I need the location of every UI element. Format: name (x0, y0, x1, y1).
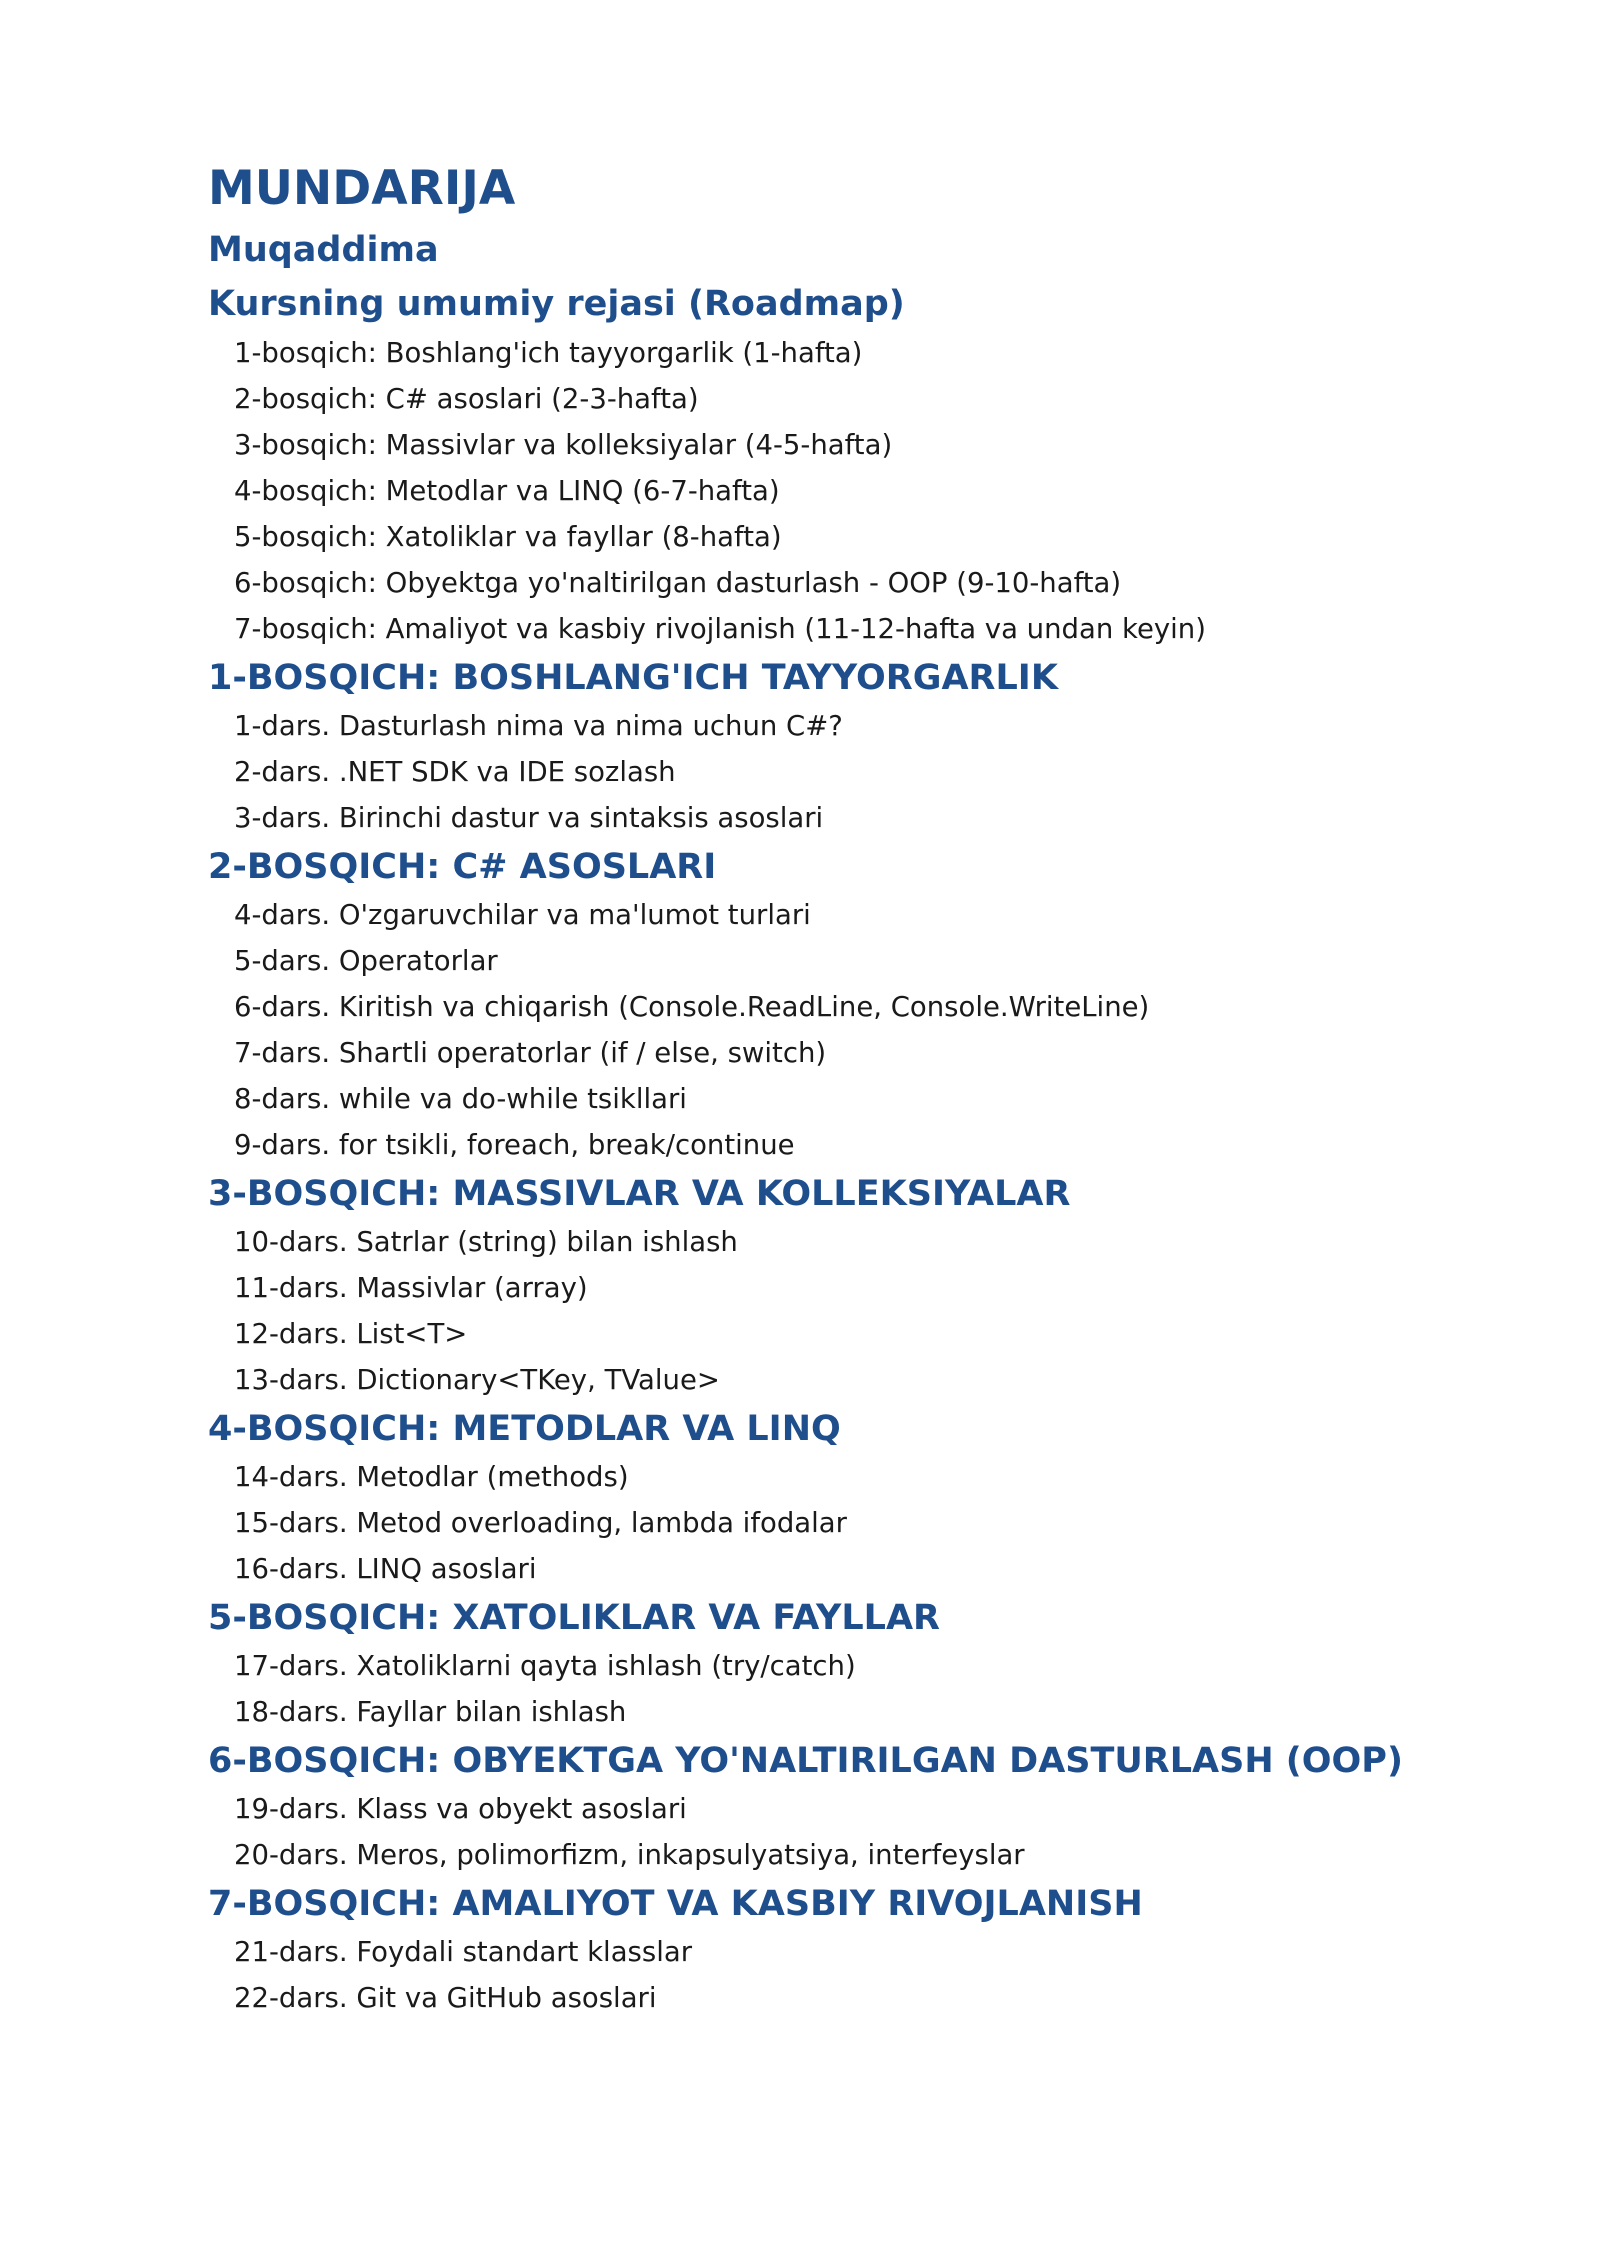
lesson-item[interactable]: 8-dars. while va do-while tsikllari (234, 1083, 687, 1115)
roadmap-item[interactable]: 5-bosqich: Xatoliklar va fayllar (8-hafta) (234, 521, 782, 553)
lesson-item[interactable]: 11-dars. Massivlar (array) (234, 1272, 588, 1304)
lesson-item[interactable]: 16-dars. LINQ asoslari (234, 1553, 537, 1585)
lesson-item[interactable]: 7-dars. Shartli operatorlar (if / else, switch) (234, 1037, 827, 1069)
stage-heading-5[interactable]: 5-BOSQICH: XATOLIKLAR VA FAYLLAR (208, 1598, 941, 1638)
roadmap-list (208, 330, 1458, 652)
lesson-item[interactable]: 4-dars. O'zgaruvchilar va ma'lumot turlari (234, 899, 811, 931)
roadmap-item[interactable]: 1-bosqich: Boshlang'ich tayyorgarlik (1-hafta) (234, 337, 863, 369)
roadmap-heading[interactable]: Kursning umumiy rejasi (Roadmap) (208, 284, 905, 324)
roadmap-item[interactable]: 6-bosqich: Obyektga yo'naltirilgan dasturlash - OOP (9-10-hafta) (234, 567, 1122, 599)
lesson-item[interactable]: 15-dars. Metod overloading, lambda ifodalar (234, 1507, 847, 1539)
lesson-item[interactable]: 12-dars. List<T> (234, 1318, 468, 1350)
stage-heading-1[interactable]: 1-BOSQICH: BOSHLANG'ICH TAYYORGARLIK (208, 658, 1058, 698)
lesson-item[interactable]: 22-dars. Git va GitHub asoslari (234, 1982, 657, 2014)
roadmap-item[interactable]: 2-bosqich: C# asoslari (2-3-hafta) (234, 383, 699, 415)
lesson-item[interactable]: 6-dars. Kiritish va chiqarish (Console.ReadLine, Console.WriteLine) (234, 991, 1150, 1023)
lesson-item[interactable]: 14-dars. Metodlar (methods) (234, 1461, 629, 1493)
roadmap-item[interactable]: 7-bosqich: Amaliyot va kasbiy rivojlanish (11-12-hafta va undan keyin) (234, 613, 1206, 645)
page-title: MUNDARIJA (208, 161, 516, 216)
lesson-item[interactable]: 9-dars. for tsikli, foreach, break/continue (234, 1129, 795, 1161)
roadmap-item[interactable]: 4-bosqich: Metodlar va LINQ (6-7-hafta) (234, 475, 780, 507)
lesson-item[interactable]: 2-dars. .NET SDK va IDE sozlash (234, 756, 676, 788)
table-of-contents (208, 156, 1458, 2021)
lesson-item[interactable]: 19-dars. Klass va obyekt asoslari (234, 1793, 687, 1825)
stage-heading-4[interactable]: 4-BOSQICH: METODLAR VA LINQ (208, 1409, 841, 1449)
lesson-item[interactable]: 13-dars. Dictionary<TKey, TValue> (234, 1364, 720, 1396)
lesson-item[interactable]: 10-dars. Satrlar (string) bilan ishlash (234, 1226, 738, 1258)
lesson-item[interactable]: 20-dars. Meros, polimorfizm, inkapsulyatsiya, interfeyslar (234, 1839, 1025, 1871)
lesson-item[interactable]: 18-dars. Fayllar bilan ishlash (234, 1696, 627, 1728)
lesson-item[interactable]: 17-dars. Xatoliklarni qayta ishlash (try/catch) (234, 1650, 856, 1682)
lesson-item[interactable]: 1-dars. Dasturlash nima va nima uchun C#? (234, 710, 843, 742)
roadmap-item[interactable]: 3-bosqich: Massivlar va kolleksiyalar (4-5-hafta) (234, 429, 893, 461)
lesson-item[interactable]: 5-dars. Operatorlar (234, 945, 498, 977)
stage-heading-6[interactable]: 6-BOSQICH: OBYEKTGA YO'NALTIRILGAN DASTURLASH (OOP) (208, 1741, 1403, 1781)
lesson-item[interactable]: 3-dars. Birinchi dastur va sintaksis asoslari (234, 802, 824, 834)
stage-heading-3[interactable]: 3-BOSQICH: MASSIVLAR VA KOLLEKSIYALAR (208, 1174, 1071, 1214)
stage-heading-7[interactable]: 7-BOSQICH: AMALIYOT VA KASBIY RIVOJLANISH (208, 1884, 1143, 1924)
lesson-item[interactable]: 21-dars. Foydali standart klasslar (234, 1936, 693, 1968)
stage-heading-2[interactable]: 2-BOSQICH: C# ASOSLARI (208, 847, 717, 887)
intro-link[interactable]: Muqaddima (208, 230, 439, 270)
